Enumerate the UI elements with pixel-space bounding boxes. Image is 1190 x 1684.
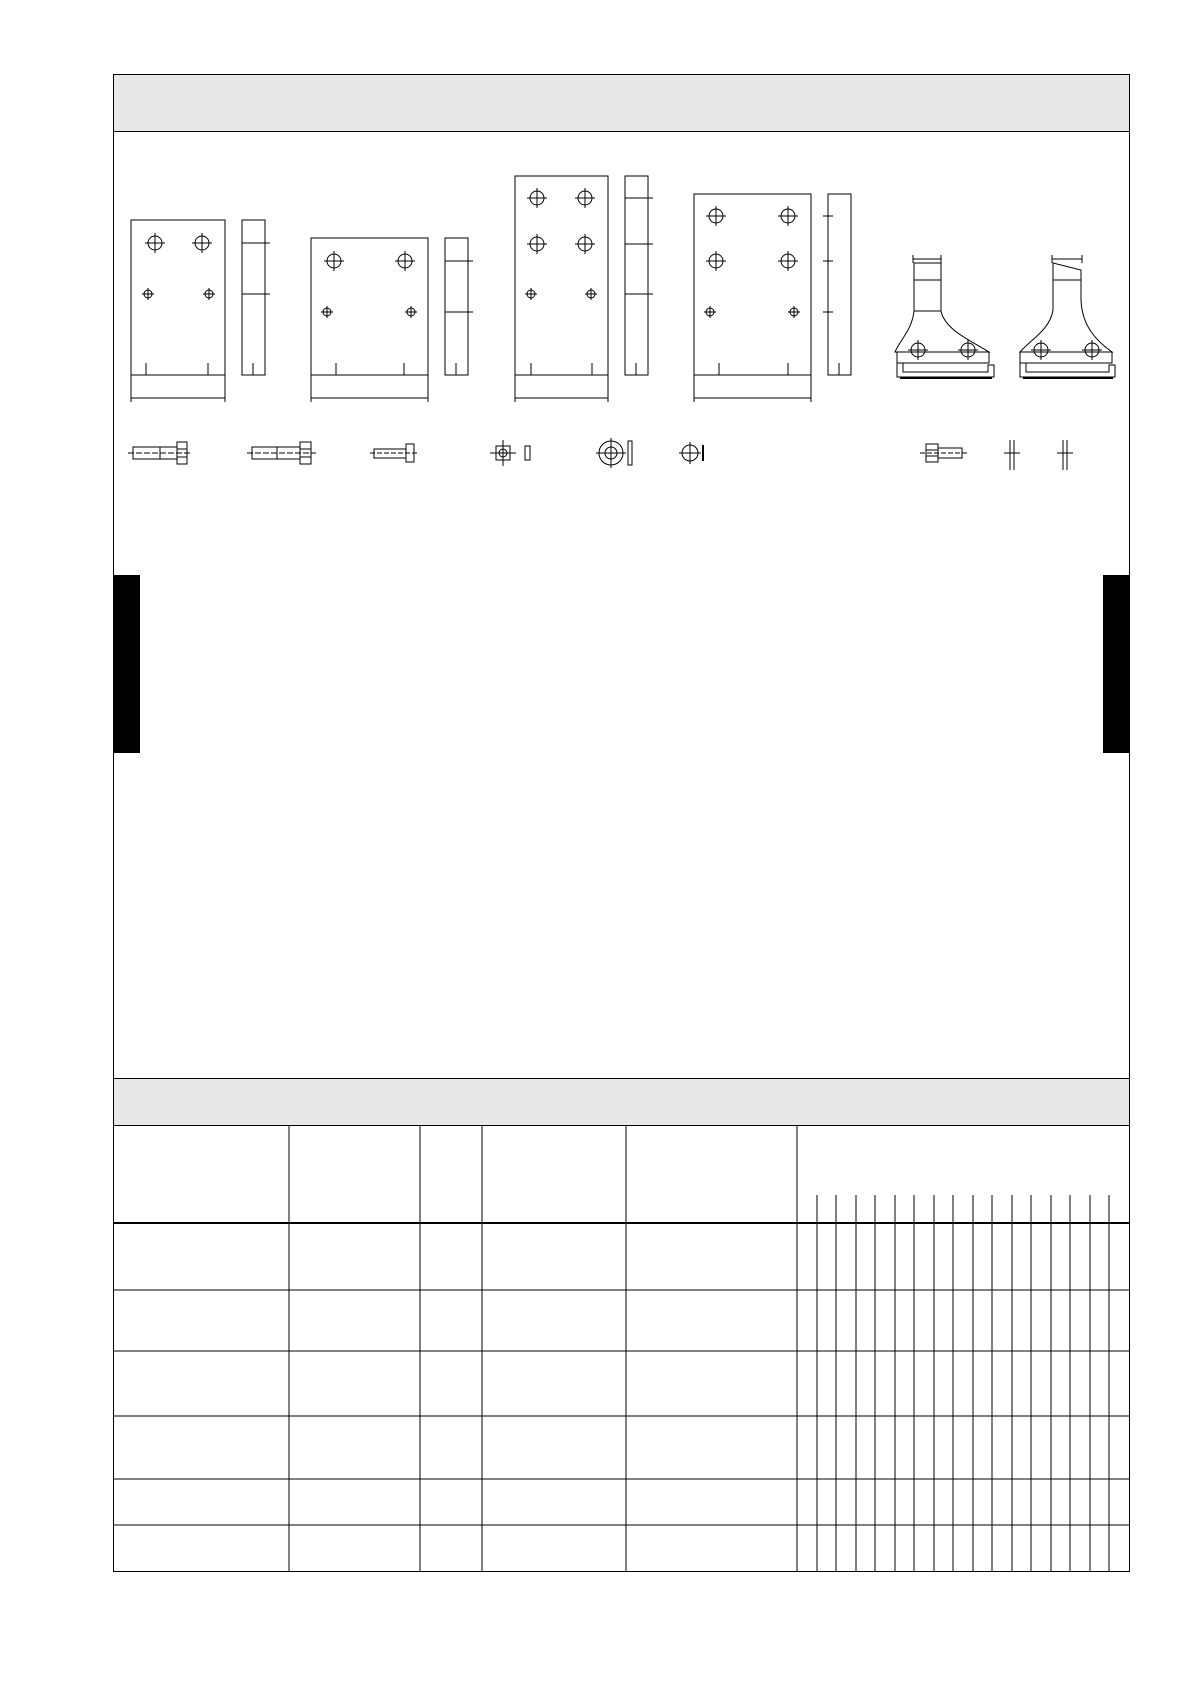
table-grid-columns [817,1195,1109,1571]
table-column-dividers [289,1125,797,1571]
table-row-dividers [113,1290,1130,1525]
